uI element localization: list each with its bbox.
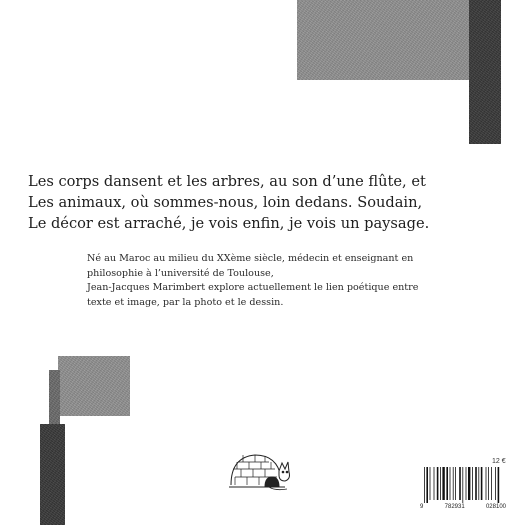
poem-line: Les animaux, où sommes-nous, loin dedans. Soudain, xyxy=(28,194,423,211)
barcode-number xyxy=(420,504,506,510)
barcode-bar xyxy=(434,467,435,500)
barcode-bar xyxy=(475,467,477,500)
barcode-bar xyxy=(478,467,479,500)
barcode-bar xyxy=(498,467,500,503)
author-bio xyxy=(87,252,507,310)
bio-line: Né au Maroc au milieu du XXème siècle, médecin et enseignant en xyxy=(87,253,414,264)
price-label: 12 € xyxy=(492,458,506,465)
barcode-bars xyxy=(420,466,506,504)
bio-line: philosophie à l’université de Toulouse, xyxy=(87,267,274,279)
barcode-bar xyxy=(437,467,439,500)
barcode-bar xyxy=(453,467,454,500)
barcode-bar xyxy=(440,467,441,500)
barcode-bar xyxy=(426,467,428,503)
barcode-bar xyxy=(459,467,461,500)
barcode-bar xyxy=(450,467,451,500)
bottom-dark-block xyxy=(40,424,65,525)
bottom-light-block xyxy=(58,356,130,416)
top-dark-block xyxy=(469,0,501,144)
barcode-bar xyxy=(455,467,456,500)
barcode-bar xyxy=(446,467,448,500)
barcode-bar xyxy=(491,467,492,500)
barcode-left-group: 782931 xyxy=(444,504,465,510)
poem xyxy=(28,171,508,234)
igloo-cat-drawing xyxy=(225,447,295,493)
barcode-bar xyxy=(424,467,425,503)
barcode-bar xyxy=(495,467,496,500)
barcode-bar xyxy=(430,467,431,500)
barcode-bar xyxy=(466,467,467,500)
top-light-block xyxy=(297,0,469,80)
bio-line: Jean-Jacques Marimbert explore actuellement le lien poétique entre xyxy=(87,282,419,293)
poem-line: Le décor est arraché, je vois enfin, je vois un paysage. xyxy=(28,215,430,232)
barcode-lead-digit: 9 xyxy=(420,504,424,510)
bio-line: texte et image, par la photo et le dessin. xyxy=(87,296,284,308)
barcode-bar xyxy=(481,467,483,500)
isbn-barcode xyxy=(420,466,506,512)
barcode-bar xyxy=(488,467,489,500)
barcode-bar xyxy=(468,467,470,500)
poem-line: Les corps dansent et les arbres, au son d’une flûte, et xyxy=(28,173,426,190)
barcode-bar xyxy=(486,467,487,500)
barcode-bar xyxy=(462,467,463,503)
barcode-bar xyxy=(472,467,473,500)
barcode-right-group: 028100 xyxy=(485,504,506,510)
barcode-bar xyxy=(442,467,444,500)
